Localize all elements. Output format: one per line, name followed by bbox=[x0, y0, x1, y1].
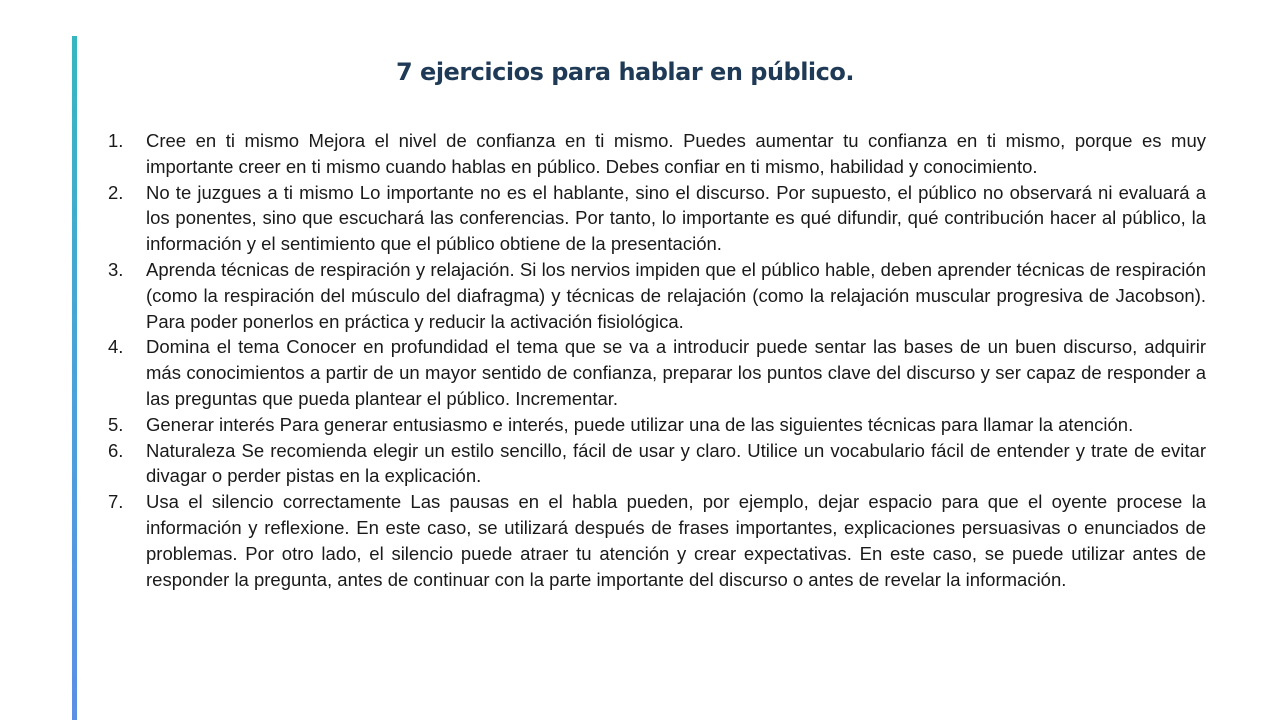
list-item bbox=[104, 489, 1206, 592]
slide-title: 7 ejercicios para hablar en público. bbox=[396, 58, 854, 87]
exercise-list bbox=[104, 128, 1206, 592]
list-item bbox=[104, 128, 1206, 180]
list-item bbox=[104, 334, 1206, 411]
list-item bbox=[104, 180, 1206, 257]
item-text: Aprenda técnicas de respiración y relajación. Si los nervios impiden que el público hable, deben aprender técnicas de respiración (como la respiración del músculo del diafragma) y técnicas de relajación (como la relajación muscular progresiva de Jacobson). Para poder ponerlos en práctica y reducir la activación fisiológica. bbox=[146, 258, 1206, 332]
item-number: 2. bbox=[108, 181, 124, 203]
item-text: Usa el silencio correctamente Las pausas en el habla pueden, por ejemplo, dejar espacio para que el oyente procese la información y reflexione. En este caso, se utilizará después de frases importantes, explicaciones persuasivas o enunciados de problemas. Por otro lado, el silencio puede atraer tu atención y crear expectativas. En este caso, se puede utilizar antes de responder la pregunta, antes de continuar con la parte importante del discurso o antes de revelar la información. bbox=[146, 491, 1206, 590]
item-number: 5. bbox=[108, 413, 124, 435]
accent-bar bbox=[72, 36, 77, 720]
item-number: 4. bbox=[108, 336, 124, 358]
item-text: Domina el tema Conocer en profundidad el tema que se va a introducir puede sentar las bases de un buen discurso, adquirir más conocimientos a partir de un mayor sentido de confianza, preparar los puntos clave del discurso y ser capaz de responder a las preguntas que pueda plantear el público. Incrementar. bbox=[146, 336, 1206, 409]
item-text: Generar interés Para generar entusiasmo e interés, puede utilizar una de las siguientes técnicas para llamar la atención. bbox=[146, 413, 1134, 435]
item-number: 3. bbox=[108, 258, 124, 280]
item-text: Naturaleza Se recomienda elegir un estilo sencillo, fácil de usar y claro. Utilice un vocabulario fácil de entender y trate de evitar divagar o perder pistas en la explicación. bbox=[146, 439, 1206, 487]
list-item bbox=[104, 257, 1206, 334]
list-item bbox=[104, 412, 1206, 438]
item-number: 7. bbox=[108, 491, 124, 513]
item-text: No te juzgues a ti mismo Lo importante no es el hablante, sino el discurso. Por supuesto, el público no observará ni evaluará a los ponentes, sino que escuchará las conferencias. Por tanto, lo importante es qué difundir, qué contribución hacer al público, la información y el sentimiento que el público obtiene de la presentación. bbox=[146, 181, 1206, 255]
item-number: 1. bbox=[108, 130, 124, 151]
item-number: 6. bbox=[108, 439, 124, 461]
item-text: Cree en ti mismo Mejora el nivel de confianza en ti mismo. Puedes aumentar tu confianza en ti mismo, porque es muy importante creer en ti mismo cuando hablas en público. Debes confiar en ti mismo, habilidad y conocimiento. bbox=[146, 130, 1206, 177]
list-item bbox=[104, 438, 1206, 490]
